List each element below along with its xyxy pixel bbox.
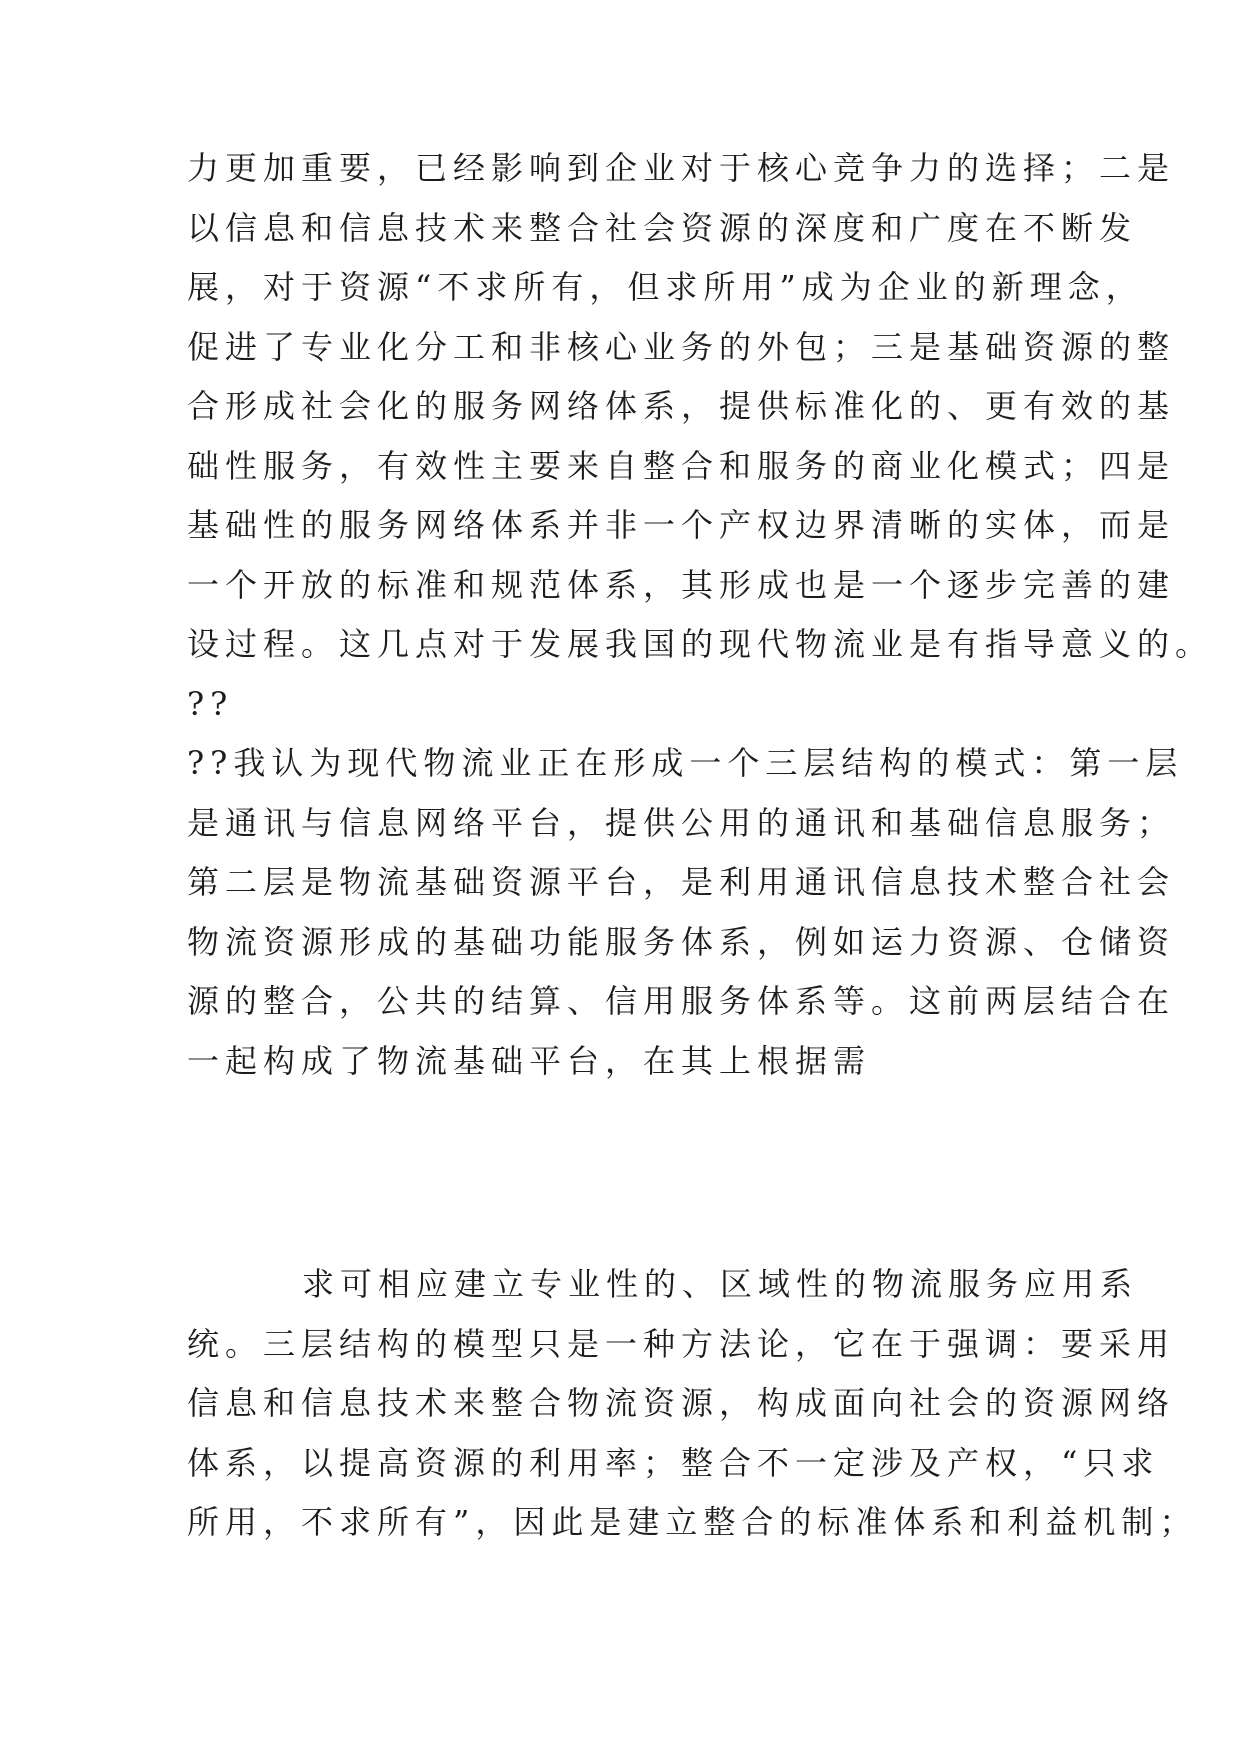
paragraph-line: 一个开放的标准和规范体系，其形成也是一个逐步完善的建 (187, 566, 1176, 604)
paragraph-line: 体系，以提高资源的利用率；整合不一定涉及产权，“只求 (187, 1444, 1160, 1482)
paragraph-line: 展，对于资源“不求所有，但求所用”成为企业的新理念， (187, 268, 1144, 306)
paragraph-line: 以信息和信息技术来整合社会资源的深度和广度在不断发 (187, 209, 1138, 247)
paragraph-line: 一起构成了物流基础平台，在其上根据需 (187, 1042, 872, 1080)
paragraph-line: 础性服务，有效性主要来自整合和服务的商业化模式；四是 (187, 447, 1176, 485)
paragraph-line: 促进了专业化分工和非核心业务的外包；三是基础资源的整 (187, 328, 1176, 366)
paragraph-line: 求可相应建立专业性的、区域性的物流服务应用系 (302, 1265, 1139, 1303)
paragraph-line: 是通讯与信息网络平台，提供公用的通讯和基础信息服务； (187, 804, 1176, 842)
paragraph-line: 物流资源形成的基础功能服务体系，例如运力资源、仓储资 (187, 923, 1176, 961)
paragraph-line: 第二层是物流基础资源平台，是利用通讯信息技术整合社会 (187, 863, 1176, 901)
paragraph-line: 设过程。这几点对于发展我国的现代物流业是有指导意义的。 (187, 625, 1214, 663)
paragraph-line: ?? (187, 685, 234, 723)
paragraph-line: 信息和信息技术来整合物流资源，构成面向社会的资源网络 (187, 1384, 1176, 1422)
paragraph-line: 力更加重要，已经影响到企业对于核心竞争力的选择；二是 (187, 149, 1176, 187)
paragraph-line: ??我认为现代物流业正在形成一个三层结构的模式：第一层 (187, 744, 1184, 782)
paragraph-line: 统。三层结构的模型只是一种方法论，它在于强调：要采用 (187, 1325, 1176, 1363)
paragraph-line: 合形成社会化的服务网络体系，提供标准化的、更有效的基 (187, 387, 1176, 425)
paragraph-line: 基础性的服务网络体系并非一个产权边界清晰的实体，而是 (187, 506, 1176, 544)
paragraph-line: 所用，不求所有”，因此是建立整合的标准体系和利益机制； (187, 1503, 1198, 1541)
paragraph-line: 源的整合，公共的结算、信用服务体系等。这前两层结合在 (187, 982, 1176, 1020)
